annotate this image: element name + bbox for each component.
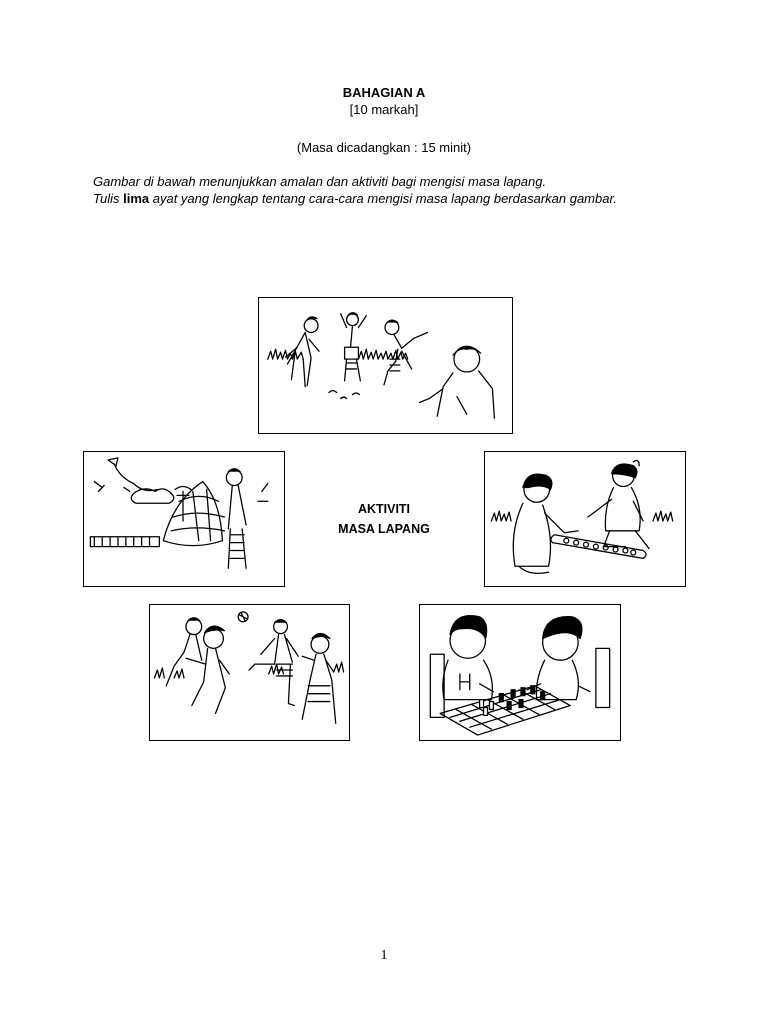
marks-text: [10 markah] — [349, 102, 419, 117]
instruction-line-1: Gambar di bawah menunjukkan amalan dan aktiviti bagi mengisi masa lapang. — [93, 174, 547, 189]
chess-illustration — [420, 605, 620, 740]
picture-kite-flying — [83, 451, 285, 587]
center-label-aktiviti: AKTIVITI — [357, 502, 411, 516]
picture-outdoor-game — [258, 297, 513, 434]
kite-flying-illustration — [84, 452, 284, 586]
outdoor-game-illustration — [259, 298, 512, 433]
congkak-illustration — [485, 452, 685, 586]
center-label-masa-lapang: MASA LAPANG — [338, 522, 430, 536]
instruction-line-2-end: ayat yang lengkap tentang cara-cara mengisi masa lapang berdasarkan gambar. — [149, 191, 617, 206]
section-title: BAHAGIAN A — [342, 85, 426, 100]
picture-congkak — [484, 451, 686, 587]
ball-game-illustration — [150, 605, 349, 740]
instruction-line-2-bold: lima — [123, 191, 150, 206]
page-number: 1 — [380, 948, 388, 963]
suggested-time: (Masa dicadangkan : 15 minit) — [296, 140, 472, 155]
picture-chess — [419, 604, 621, 741]
instruction-line-2 — [93, 191, 617, 206]
picture-ball-game — [149, 604, 350, 741]
instruction-line-2-start: Tulis — [93, 191, 124, 206]
